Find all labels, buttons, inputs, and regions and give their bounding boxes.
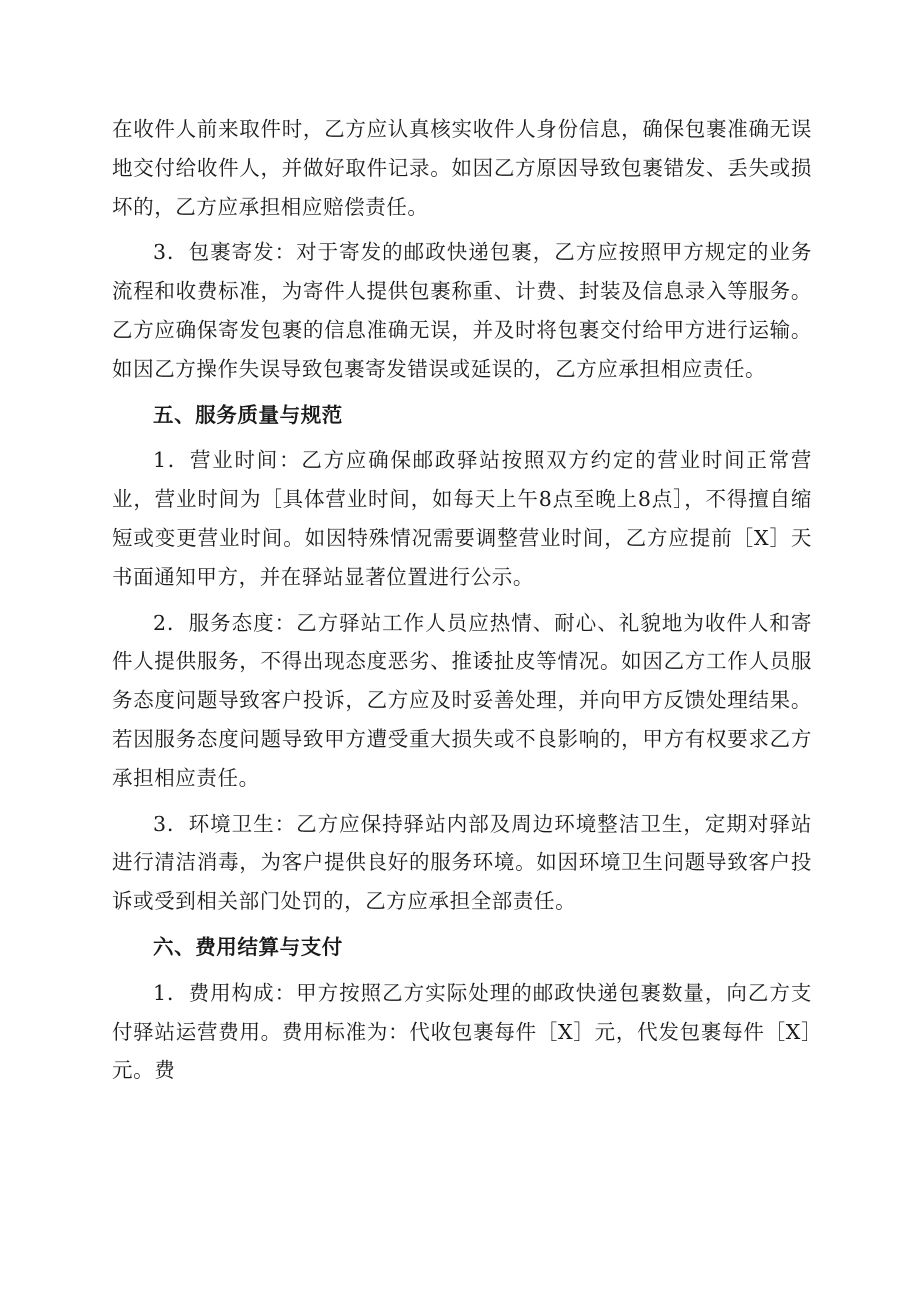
section-heading-service-quality: 五、服务质量与规范 [153, 402, 343, 427]
spacer [112, 798, 812, 805]
spacer [112, 921, 812, 928]
spacer [112, 434, 812, 441]
paragraph-business-hours: 1．营业时间：乙方应确保邮政驿站按照双方约定的营业时间正常营业，营业时间为［具体营业时间，如每天上午8点至晚上8点］，不得擅自缩短或变更营业时间。如因特殊情况需要调整营业时间，乙方应提前［X］天书面通知甲方，并在驿站显著位置进行公示。 [112, 448, 812, 589]
spacer [112, 597, 812, 604]
paragraph-parcel-sending: 3．包裹寄发：对于寄发的邮政快递包裹，乙方应按照甲方规定的业务流程和收费标准，为寄件人提供包裹称重、计费、封装及信息录入等服务。乙方应确保寄发包裹的信息准确无误，并及时将包裹交付给甲方进行运输。如因乙方操作失误导致包裹寄发错误或延误的，乙方应承担相应责任。 [112, 240, 812, 381]
section-heading-fee-settlement: 六、费用结算与支付 [153, 934, 343, 959]
document-page [112, 110, 812, 1090]
paragraph-pickup-verification: 在收件人前来取件时，乙方应认真核实收件人身份信息，确保包裹准确无误地交付给收件人，并做好取件记录。如因乙方原因导致包裹错发、丢失或损坏的，乙方应承担相应赔偿责任。 [112, 117, 812, 219]
paragraph-service-attitude: 2．服务态度：乙方驿站工作人员应热情、耐心、礼貌地为收件人和寄件人提供服务，不得出现态度恶劣、推诿扯皮等情况。如因乙方工作人员服务态度问题导致客户投诉，乙方应及时妥善处理，并向甲方反馈处理结果。若因服务态度问题导致甲方遭受重大损失或不良影响的，甲方有权要求乙方承担相应责任。 [112, 610, 812, 790]
spacer [112, 389, 812, 396]
paragraph-fee-composition: 1．费用构成：甲方按照乙方实际处理的邮政快递包裹数量，向乙方支付驿站运营费用。费用标准为：代收包裹每件［X］元，代发包裹每件［X］元。费 [112, 980, 812, 1083]
spacer [112, 226, 812, 233]
spacer [112, 967, 812, 974]
paragraph-environment-hygiene: 3．环境卫生：乙方应保持驿站内部及周边环境整洁卫生，定期对驿站进行清洁消毒，为客户提供良好的服务环境。如因环境卫生问题导致客户投诉或受到相关部门处罚的，乙方应承担全部责任。 [112, 811, 812, 914]
